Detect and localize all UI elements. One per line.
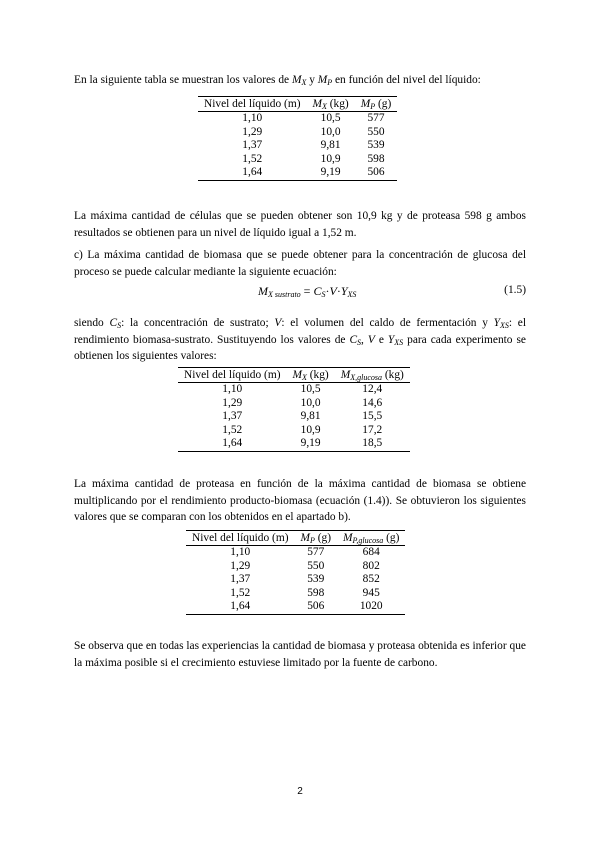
paragraph-biomass-equation-intro: c) La máxima cantidad de biomasa que se puede obtener para la concentración de glucosa del proceso se puede calcular mediante la siguiente ecuación: bbox=[74, 249, 526, 278]
table-cell: 9,19 bbox=[287, 437, 335, 451]
table-cell: 802 bbox=[362, 559, 380, 572]
table-cell: 598 bbox=[367, 152, 385, 165]
header-mx-glucosa: $M_{X,glucosa}$ (kg) bbox=[335, 368, 410, 383]
table-row bbox=[178, 437, 410, 451]
table-cell: 14,6 bbox=[362, 396, 383, 409]
paragraph-definitions: siendo $C_S$: la concentración de sustrato; V: el volumen del caldo de fermentación y $Y_{XS}$: el rendimiento biomasa-sustrato. Sustituyendo los valores de $C_S$, V e $Y_{XS}$ para cada experimento se obtienen los siguientes valores: bbox=[74, 317, 526, 362]
table-row bbox=[186, 546, 405, 560]
equation-number: (1.5) bbox=[504, 284, 526, 296]
table-cell: 550 bbox=[307, 559, 325, 572]
table-cell: 9,19 bbox=[307, 166, 355, 180]
table-cell: 1,10 bbox=[230, 546, 251, 558]
table-header-row bbox=[198, 97, 397, 112]
header-mp: $M_P$ (g) bbox=[355, 97, 398, 112]
paragraph-protease: La máxima cantidad de proteasa en función de la máxima cantidad de biomasa se obtiene multiplicando por el rendimiento producto-biomasa (ecuación (1.4)). Se obtuvieron los siguientes valores que se comparan con los obtenidos en el apartado b). bbox=[74, 478, 526, 523]
document-page bbox=[74, 0, 526, 848]
table-cell: 598 bbox=[307, 586, 325, 599]
table-header-row bbox=[186, 531, 405, 546]
table-cell: 10,5 bbox=[320, 112, 341, 124]
table-cell: 1,52 bbox=[230, 586, 251, 599]
table-row bbox=[186, 560, 405, 574]
table-cell: 15,5 bbox=[362, 410, 383, 423]
table-row bbox=[178, 410, 410, 424]
table-row bbox=[198, 153, 397, 167]
equation-1-5 bbox=[74, 284, 526, 304]
table-cell: 10,5 bbox=[300, 383, 321, 395]
table-cell: 506 bbox=[355, 166, 398, 180]
table-cell: 10,0 bbox=[320, 125, 341, 138]
table-cell: 1,37 bbox=[230, 573, 251, 586]
table-cell: 10,0 bbox=[300, 396, 321, 409]
table-cell: 17,2 bbox=[362, 423, 383, 436]
page-number: 2 bbox=[297, 786, 303, 797]
table-cell: 945 bbox=[362, 586, 380, 599]
table-cell: 1,37 bbox=[222, 410, 243, 423]
header-nivel: Nivel del líquido (m) bbox=[178, 368, 287, 383]
table-cell: 550 bbox=[367, 125, 385, 138]
table-cell: 1,64 bbox=[198, 166, 307, 180]
table-mx-mp bbox=[198, 96, 397, 181]
table-cell: 1,64 bbox=[186, 600, 295, 614]
header-nivel: Nivel del líquido (m) bbox=[186, 531, 295, 546]
table-row bbox=[198, 126, 397, 140]
header-mp: $M_P$ (g) bbox=[295, 531, 338, 546]
intro-paragraph bbox=[74, 72, 526, 89]
table-row bbox=[186, 600, 405, 614]
table-cell: 1,29 bbox=[242, 125, 263, 138]
header-mx: $M_X$ (kg) bbox=[287, 368, 335, 383]
table-row bbox=[178, 383, 410, 397]
table-cell: 684 bbox=[362, 546, 380, 558]
table-row bbox=[178, 397, 410, 411]
table-cell: 12,4 bbox=[362, 383, 383, 395]
table-cell: 1,52 bbox=[222, 423, 243, 436]
paragraph-max-cells: La máxima cantidad de células que se pueden obtener son 10,9 kg y de proteasa 598 g ambos resultados se obtienen para un nivel de líquido igual a 1,52 m. bbox=[74, 210, 526, 239]
table-mx-glucosa bbox=[178, 367, 410, 452]
table-row bbox=[198, 166, 397, 180]
header-mp-glucosa: $M_{P,glucosa}$ (g) bbox=[337, 531, 405, 546]
table-row bbox=[198, 139, 397, 153]
table-row bbox=[186, 587, 405, 601]
table-cell: 9,81 bbox=[320, 139, 341, 152]
table-cell: 9,81 bbox=[300, 410, 321, 423]
table-cell: 539 bbox=[307, 573, 325, 586]
equation-formula: $M_{X sustrato} = C_S\cdot V\cdot Y_{XS}$ bbox=[258, 284, 357, 299]
table-cell: 1,10 bbox=[242, 112, 263, 124]
table-cell: 852 bbox=[362, 573, 380, 586]
table-row bbox=[198, 112, 397, 126]
table-cell: 577 bbox=[367, 112, 385, 124]
table-cell: 506 bbox=[295, 600, 338, 614]
table-cell: 1,10 bbox=[222, 383, 243, 395]
table-mp-glucosa bbox=[186, 530, 405, 615]
table-cell: 10,9 bbox=[300, 423, 321, 436]
table-cell: 1,52 bbox=[242, 152, 263, 165]
table-cell: 1,37 bbox=[242, 139, 263, 152]
table-row bbox=[178, 424, 410, 438]
header-mx: $M_X$ (kg) bbox=[307, 97, 355, 112]
table-cell: 539 bbox=[367, 139, 385, 152]
table-cell: 1,64 bbox=[178, 437, 287, 451]
table-cell: 18,5 bbox=[335, 437, 410, 451]
table-cell: 10,9 bbox=[320, 152, 341, 165]
table-cell: 1,29 bbox=[222, 396, 243, 409]
table-row bbox=[186, 573, 405, 587]
table-cell: 1,29 bbox=[230, 559, 251, 572]
table-cell: 1020 bbox=[337, 600, 405, 614]
paragraph-conclusion: Se observa que en todas las experiencias la cantidad de biomasa y proteasa obtenida es inferior que la máxima posible si el crecimiento estuviese limitado por la fuente de carbono. bbox=[74, 640, 526, 669]
header-nivel: Nivel del líquido (m) bbox=[198, 97, 307, 112]
intro-text: En la siguiente tabla se muestran los valores de $M_X$ y $M_P$ en función del nivel del líquido: bbox=[74, 74, 481, 87]
table-header-row bbox=[178, 368, 410, 383]
table-cell: 577 bbox=[307, 546, 325, 558]
